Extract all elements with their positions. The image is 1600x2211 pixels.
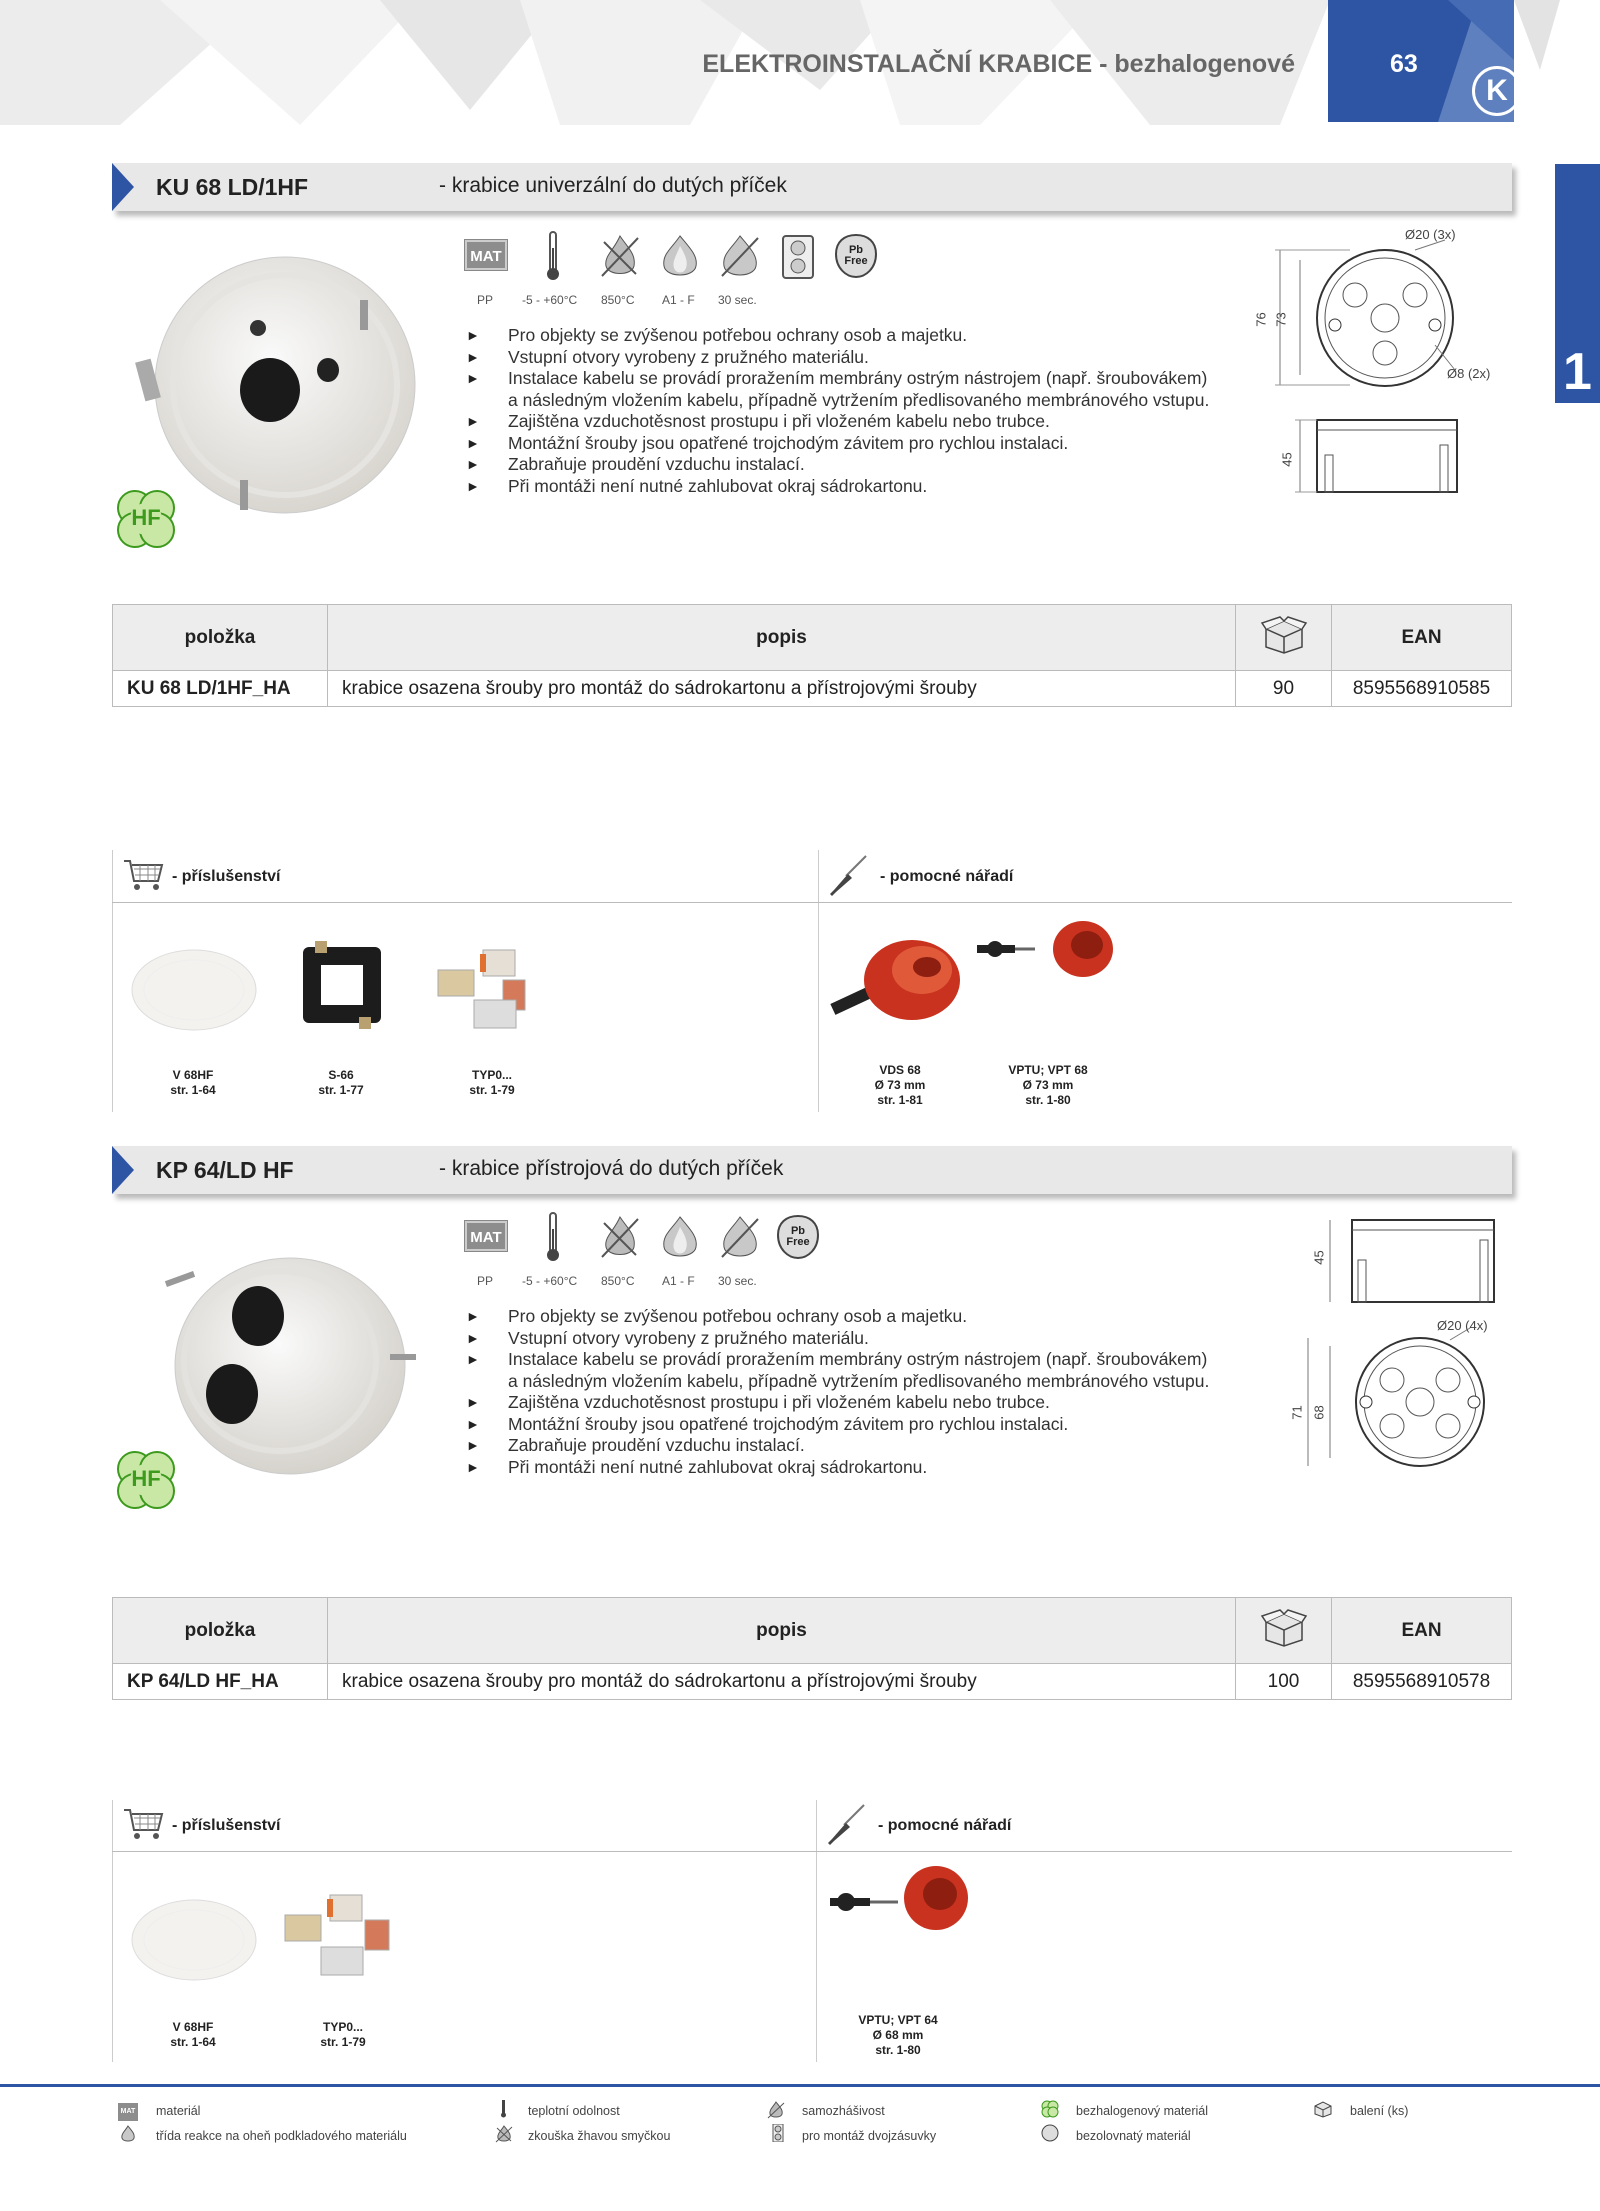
caption-glow-wire: 850°C — [601, 293, 635, 307]
product-table-kp64 — [112, 1597, 1512, 1700]
legend-label: bezolovnatý materiál — [1076, 2129, 1191, 2143]
list-item: ► Vstupní otvory vyrobeny z pružného materiálu. — [466, 347, 1266, 369]
double-socket-icon — [768, 2124, 788, 2142]
list-item: ► Vstupní otvory vyrobeny z pružného materiálu. — [466, 1328, 1266, 1350]
mat-icon-label: MAT — [465, 1221, 507, 1251]
self-extinguish-icon — [718, 232, 762, 280]
thermometer-icon — [543, 1211, 563, 1263]
dim-d8: Ø8 (2x) — [1447, 366, 1491, 381]
feature-list — [466, 1306, 1266, 1478]
cart-icon — [122, 1806, 164, 1842]
table-row — [113, 1664, 1512, 1700]
list-item-continuation: a následným vložením kabelu, případně vytržením předlisovaného membránového vstupu. — [508, 389, 1210, 410]
thermometer-icon — [543, 230, 563, 282]
screwdriver-icon — [826, 852, 872, 898]
cell-item: KP 64/LD HF_HA — [113, 1664, 328, 1700]
accessories-title: - příslušenství — [172, 868, 281, 885]
accessory-photo-v68hf[interactable] — [127, 945, 262, 1035]
glow-wire-icon — [598, 232, 642, 280]
product-code: KP 64/LD HF — [156, 1157, 294, 1183]
legend-label: teplotní odolnost — [528, 2104, 620, 2118]
caption-fire-class: A1 - F — [662, 1274, 695, 1288]
col-header-package — [1236, 1598, 1332, 1664]
legend-label: samozhášivost — [802, 2104, 885, 2118]
legend-label: materiál — [156, 2104, 201, 2118]
accessory-photo-typ0[interactable] — [275, 1885, 415, 1990]
product-description: - krabice přístrojová do dutých příček — [439, 1157, 784, 1180]
accessory-caption: V 68HF str. 1-64 — [170, 2020, 216, 2049]
tools-title: - pomocné nářadí — [880, 868, 1014, 885]
dim-h76: 76 — [1253, 312, 1269, 327]
accessories-divider — [112, 902, 818, 903]
self-extinguish-icon — [718, 1213, 762, 1261]
section-arrow-icon — [112, 163, 134, 211]
product-table-ku68 — [112, 604, 1512, 707]
accessory-caption: V 68HF str. 1-64 — [170, 1068, 216, 1097]
col-header-description: popis — [328, 605, 1236, 671]
accessory-caption: TYP0... str. 1-79 — [320, 2020, 366, 2049]
legend-label: třída reakce na oheň podkladového materiálu — [156, 2129, 407, 2143]
product-photo-kp64 — [150, 1236, 420, 1486]
tools-title: - pomocné nářadí — [878, 1817, 1012, 1834]
accessory-photo-typ0[interactable] — [428, 940, 558, 1040]
dim-h45: 45 — [1311, 1250, 1327, 1265]
mat-icon: MAT — [118, 2103, 138, 2121]
page-title: ELEKTROINSTALAČNÍ KRABICE - bezhalogenové — [702, 50, 1295, 78]
list-item: ► Pro objekty se zvýšenou potřebou ochrany osob a majetku. — [466, 1306, 1266, 1328]
col-header-item: položka — [113, 1598, 328, 1664]
footer-divider — [0, 2084, 1600, 2087]
table-row — [113, 671, 1512, 707]
legend-label: zkouška žhavou smyčkou — [528, 2129, 671, 2143]
table-header-row — [113, 605, 1512, 671]
mat-icon-label: MAT — [465, 240, 507, 270]
pb-free-label: Pb Free — [844, 244, 868, 267]
section-arrow-icon — [112, 1146, 134, 1194]
list-item: ► Při montáži není nutné zahlubovat okraj sádrokartonu. — [466, 1457, 1266, 1479]
cart-icon — [122, 857, 164, 893]
table-header-row — [113, 1598, 1512, 1664]
technical-drawing-kp64 — [1300, 1210, 1515, 1490]
caption-material: PP — [477, 293, 494, 307]
list-item: ► Zabraňuje proudění vzduchu instalací. — [466, 1435, 1266, 1457]
double-socket-icon — [781, 234, 815, 280]
caption-glow-wire: 850°C — [601, 1274, 635, 1288]
thermometer-icon — [494, 2100, 514, 2118]
list-item: ► Instalace kabelu se provádí proražením membrány ostrým nástrojem (např. šroubovákem) — [466, 368, 1266, 390]
chapter-number: 1 — [1563, 343, 1592, 401]
cell-description: krabice osazena šrouby pro montáž do sádrokartonu a přístrojovými šrouby — [328, 671, 1236, 707]
caption-temperature: -5 - +60°C — [522, 1274, 578, 1288]
list-item: ► Montážní šrouby jsou opatřené trojchodým závitem pro rychlou instalaci. — [466, 1414, 1266, 1436]
caption-material: PP — [477, 1274, 494, 1288]
cell-ean: 8595568910585 — [1332, 671, 1512, 707]
cell-package: 100 — [1236, 1664, 1332, 1700]
pb-free-icon — [1040, 2124, 1060, 2142]
accessories-title: - příslušenství — [172, 1817, 281, 1834]
hf-logo-label: HF — [131, 1466, 161, 1491]
flame-icon — [658, 1213, 702, 1261]
accessory-photo-v68hf[interactable] — [127, 1895, 262, 1985]
caption-temperature: -5 - +60°C — [522, 293, 578, 307]
caption-fire-class: A1 - F — [662, 293, 695, 307]
product-code: KU 68 LD/1HF — [156, 174, 309, 200]
col-header-item: položka — [113, 605, 328, 671]
feature-list — [466, 325, 1266, 497]
col-header-ean: EAN — [1332, 1598, 1512, 1664]
hf-logo-label: HF — [131, 505, 161, 530]
accessory-caption: TYP0... str. 1-79 — [469, 1068, 515, 1097]
cell-ean: 8595568910578 — [1332, 1664, 1512, 1700]
tool-caption: VDS 68 Ø 73 mm str. 1-81 — [874, 1063, 926, 1107]
tool-caption: VPTU; VPT 64 Ø 68 mm str. 1-80 — [858, 2013, 938, 2057]
tool-photo-vds68[interactable] — [827, 925, 972, 1040]
flame-icon — [118, 2125, 138, 2143]
screwdriver-icon — [824, 1801, 870, 1847]
list-item: ► Instalace kabelu se provádí proražením membrány ostrým nástrojem (např. šroubovákem) — [466, 1349, 1266, 1371]
tool-caption: VPTU; VPT 68 Ø 73 mm str. 1-80 — [1008, 1063, 1088, 1107]
cell-description: krabice osazena šrouby pro montáž do sádrokartonu a přístrojovými šrouby — [328, 1664, 1236, 1700]
dim-h45: 45 — [1279, 452, 1295, 467]
hf-icon — [1040, 2100, 1060, 2118]
list-item: ► Zabraňuje proudění vzduchu instalací. — [466, 454, 1266, 476]
mat-icon — [463, 1215, 509, 1259]
dim-d20: Ø20 (3x) — [1405, 227, 1456, 242]
legend-label: bezhalogenový materiál — [1076, 2104, 1209, 2118]
section-header-kp64 — [112, 1146, 1512, 1194]
accessory-photo-s66[interactable] — [293, 935, 393, 1035]
list-item: ► Zajištěna vzduchotěsnost prostupu i při vloženém kabelu nebo trubce. — [466, 1392, 1266, 1414]
caption-self-extinguish: 30 sec. — [718, 1274, 757, 1288]
accessories-divider — [112, 1851, 816, 1852]
dim-h68: 68 — [1311, 1405, 1327, 1420]
box-icon — [1260, 615, 1308, 655]
flame-icon — [658, 232, 702, 280]
legend-label: balení (ks) — [1350, 2104, 1409, 2118]
list-item: ► Montážní šrouby jsou opatřené trojchodým závitem pro rychlou instalaci. — [466, 433, 1266, 455]
pb-free-label: Pb Free — [786, 1225, 810, 1248]
mat-icon — [463, 234, 509, 278]
legend-label: pro montáž dvojzásuvky — [802, 2129, 937, 2143]
page-number: 63 — [1390, 50, 1418, 78]
tool-photo-vpt64[interactable] — [828, 1862, 978, 1942]
cell-package: 90 — [1236, 671, 1332, 707]
glow-wire-icon — [494, 2125, 514, 2143]
list-item-continuation: a následným vložením kabelu, případně vytržením předlisovaného membránového vstupu. — [508, 1370, 1210, 1391]
accessory-caption: S-66 str. 1-77 — [318, 1068, 364, 1097]
dim-h71: 71 — [1289, 1405, 1305, 1420]
glow-wire-icon — [598, 1213, 642, 1261]
list-item: ► Při montáži není nutné zahlubovat okraj sádrokartonu. — [466, 476, 1266, 498]
col-header-description: popis — [328, 1598, 1236, 1664]
list-item: ► Zajištěna vzduchotěsnost prostupu i při vloženém kabelu nebo trubce. — [466, 411, 1266, 433]
dim-h73: 73 — [1273, 312, 1289, 327]
box-icon — [1313, 2100, 1333, 2118]
dim-d20: Ø20 (4x) — [1437, 1318, 1488, 1333]
col-header-ean: EAN — [1332, 605, 1512, 671]
tool-photo-vpt68[interactable] — [975, 915, 1125, 985]
product-description: - krabice univerzální do dutých příček — [439, 174, 787, 197]
list-item: ► Pro objekty se zvýšenou potřebou ochrany osob a majetku. — [466, 325, 1266, 347]
self-extinguish-icon — [766, 2101, 786, 2119]
col-header-package — [1236, 605, 1332, 671]
section-header-ku68 — [112, 163, 1512, 211]
caption-self-extinguish: 30 sec. — [718, 293, 757, 307]
box-icon — [1260, 1608, 1308, 1648]
tools-divider — [816, 1851, 1512, 1852]
tools-divider — [818, 902, 1512, 903]
cell-item: KU 68 LD/1HF_HA — [113, 671, 328, 707]
brand-logo: K — [1472, 66, 1522, 116]
